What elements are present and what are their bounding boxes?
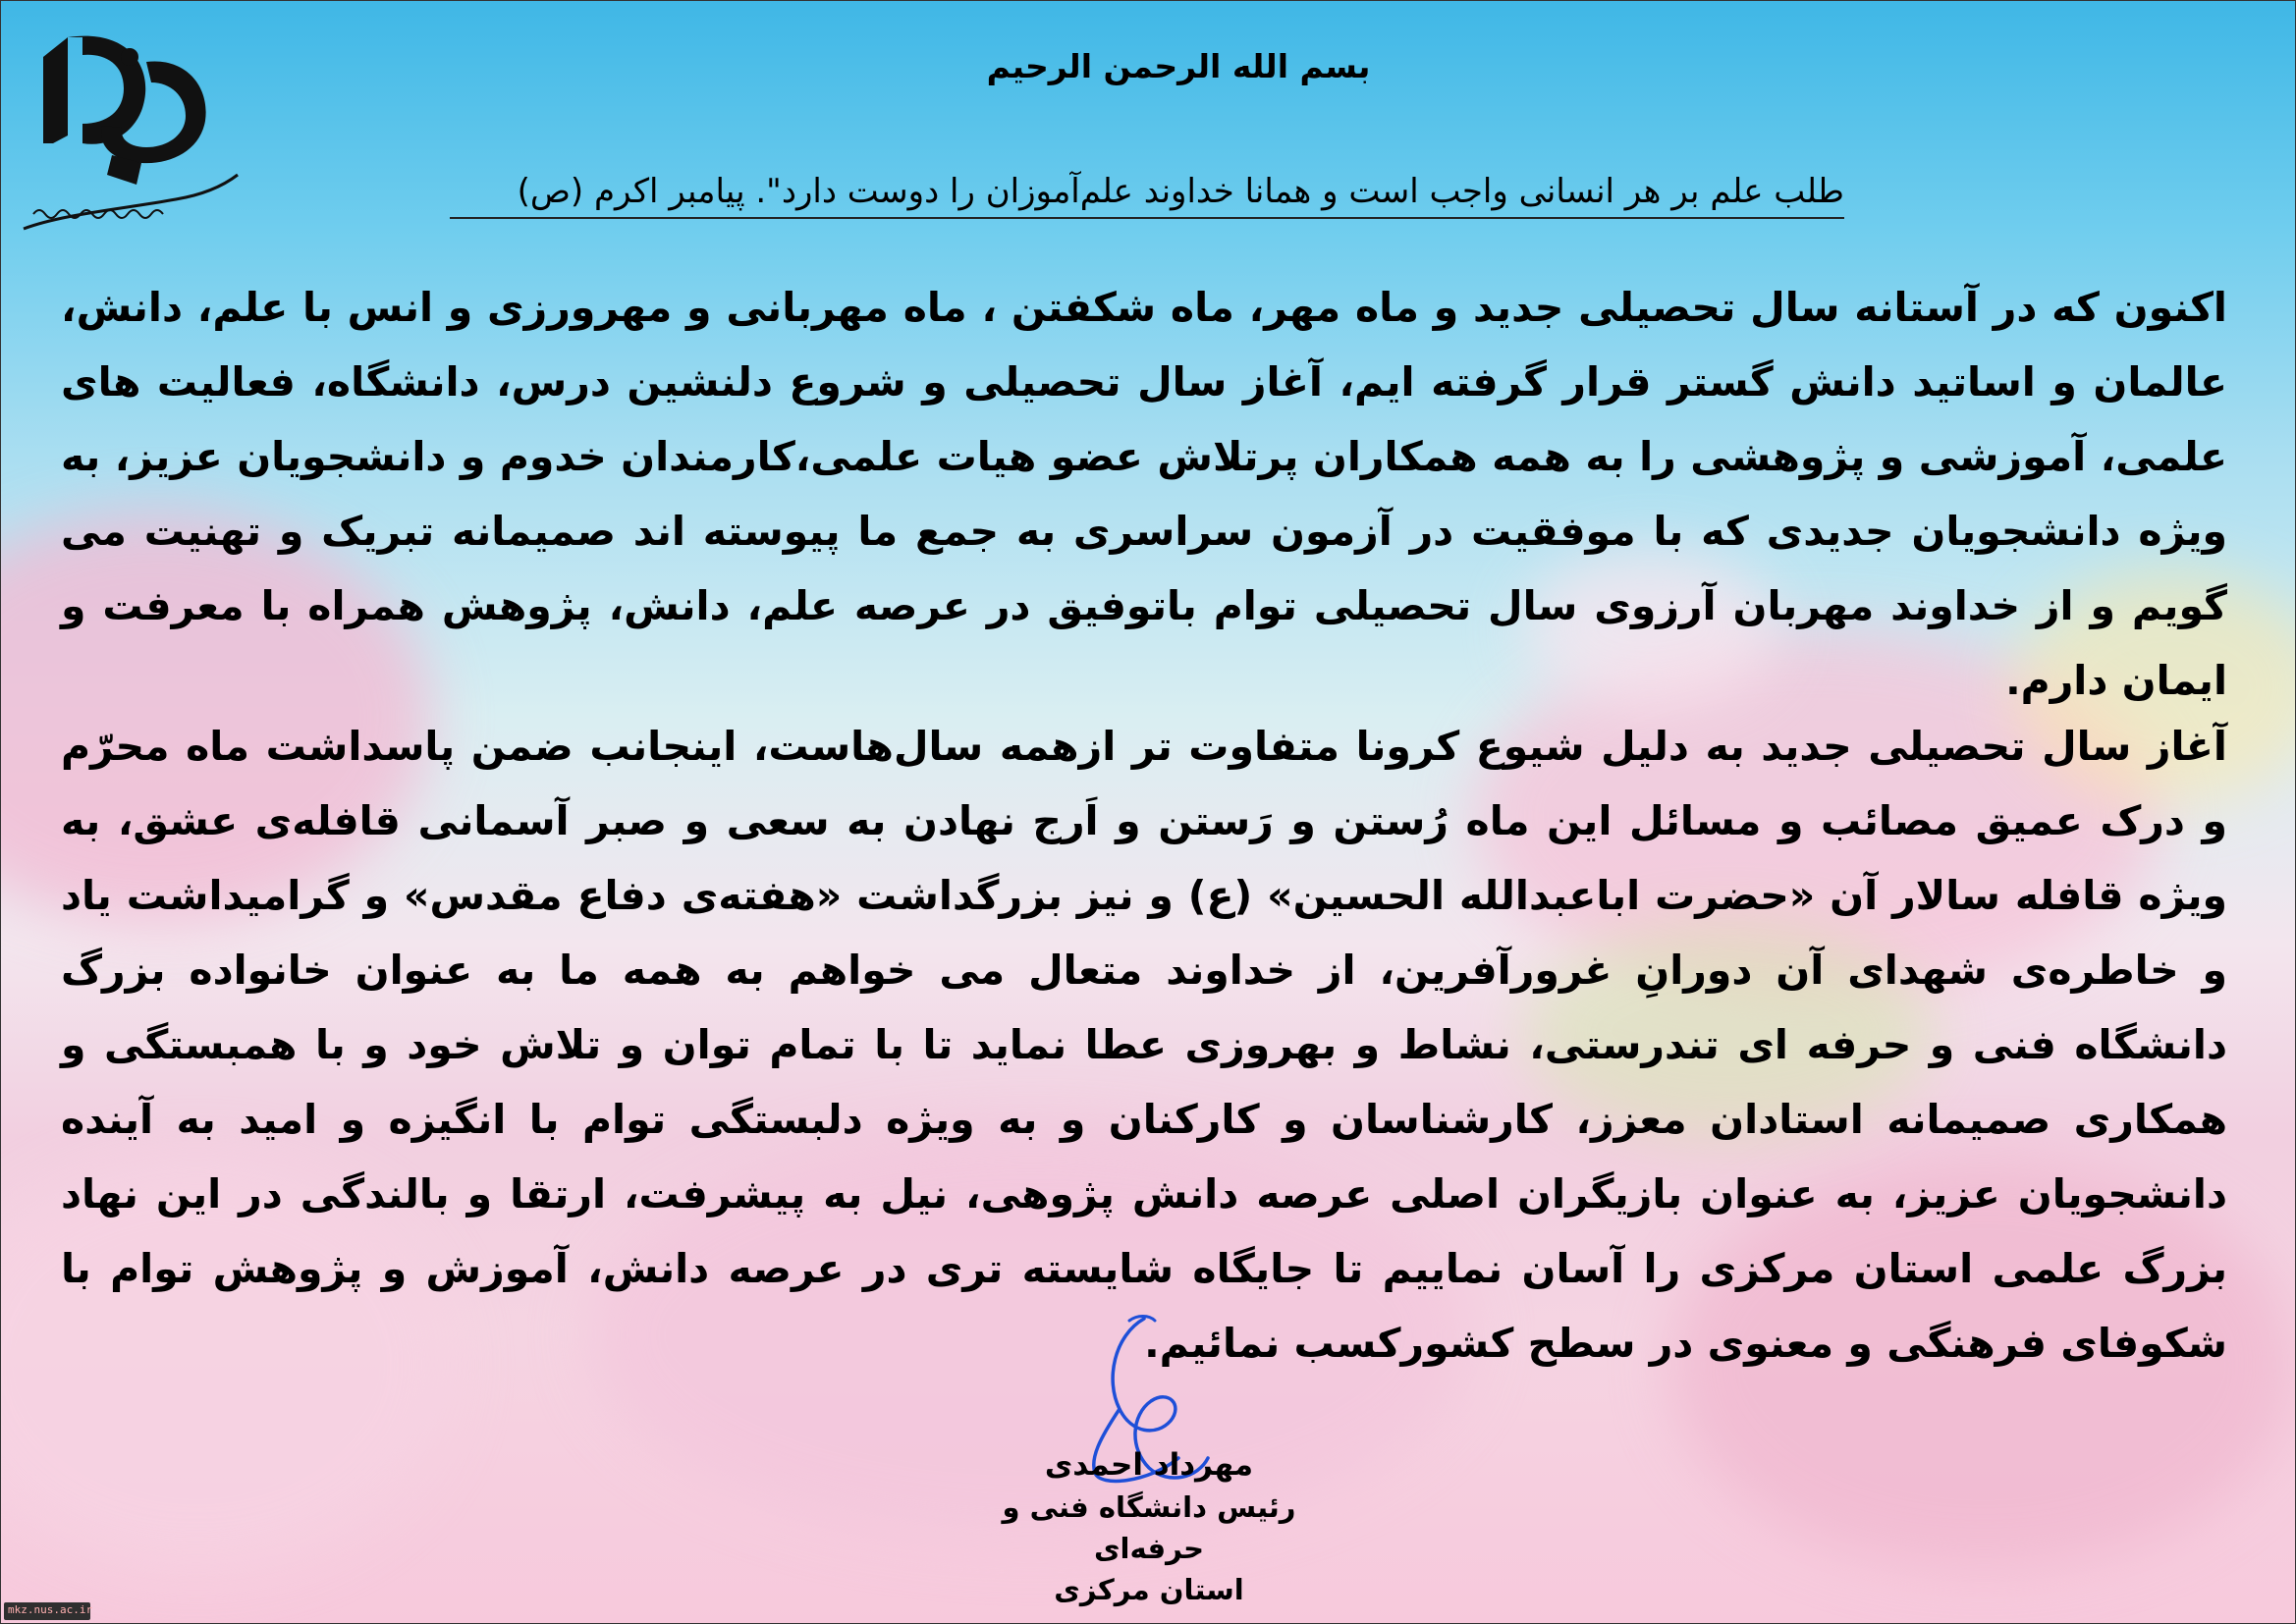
signer-title: رئیس دانشگاه فنی و حرفه‌ای: [1002, 1490, 1296, 1565]
signer-province: استان مرکزی: [1054, 1573, 1244, 1606]
signer-name: مهرداد احمدی: [1044, 1447, 1254, 1483]
body-paragraph-2: آغاز سال تحصیلی جدید به دلیل شیوع کرونا متفاوت تر ازهمه سال‌هاست، اینجانب ضمن پاسداشت ماه محرّم و درک عمیق مصائب و مسائل این ماه رُستن و رَستن و اَرج نهادن به سعی و صبر آسمانی قافله‌ی عشق، به ویژه قافله سالار آن «حضرت اباعبدالله الحسین» (ع) و نیز بزرگداشت «هفته‌ی دفاع مقدس» و گرامیداشت یاد و خاطره‌ی شهدای آن دورانِ غرورآفرین، از خداوند متعال می خواهم به همه ما به عنوان خانواده بزرگ دانشگاه فنی و حرفه ای تندرستی، نشاط و بهروزی عطا نماید تا با تمام توان و تلاش خود و با همبستگی و همکاری صمیمانه استادان معزز، کارشناسان و کارکنان و به ویژه دلبستگی توام با انگیزه و امید به آینده دانشجویان عزیز، به عنوان بازیگران اصلی عرصه دانش پژوهی، نیل به پیشرفت، ارتقا و بالندگی در این نهاد بزرگ علمی استان مرکزی را آسان نماییم تا جایگاه شایسته تری در عرصه دانش، آموزش و پژوهش توام با شکوفای فرهنگی و معنوی در سطح کشورکسب نمائیم.: [61, 723, 2227, 1367]
watermark-text: mkz.nus.ac.ir: [8, 1603, 93, 1616]
body-paragraph-1: اکنون که در آستانه سال تحصیلی جدید و ماه مهر، ماه شکفتن ، ماه مهربانی و مهرورزی و انس با علم، دانش، عالمان و اساتید دانش گستر قرار گرفته ایم، آغاز سال تحصیلی و شروع دلنشین درس، دانشگاه، فعالیت های علمی، آموزشی و پژوهشی را به همه همکاران پرتلاش عضو هیات علمی،کارمندان خدوم و دانشجویان عزیز، به ویژه دانشجویان جدیدی که با موفقیت در آزمون سراسری به جمع ما پیوسته اند صمیمانه تبریک و تهنیت می گویم و از خداوند مهربان آرزوی سال تحصیلی توام باتوفیق در عرصه علم، دانش، پژوهش همراه با معرفت و ایمان دارم.: [61, 284, 2227, 704]
bismillah-heading: بسم الله الرحمن الرحیم: [986, 47, 1371, 85]
hadith-quote: طلب علم بر هر انسانی واجب است و همانا خداوند علم‌آموزان را دوست دارد". پیامبر اکرم (ص): [517, 172, 1844, 211]
